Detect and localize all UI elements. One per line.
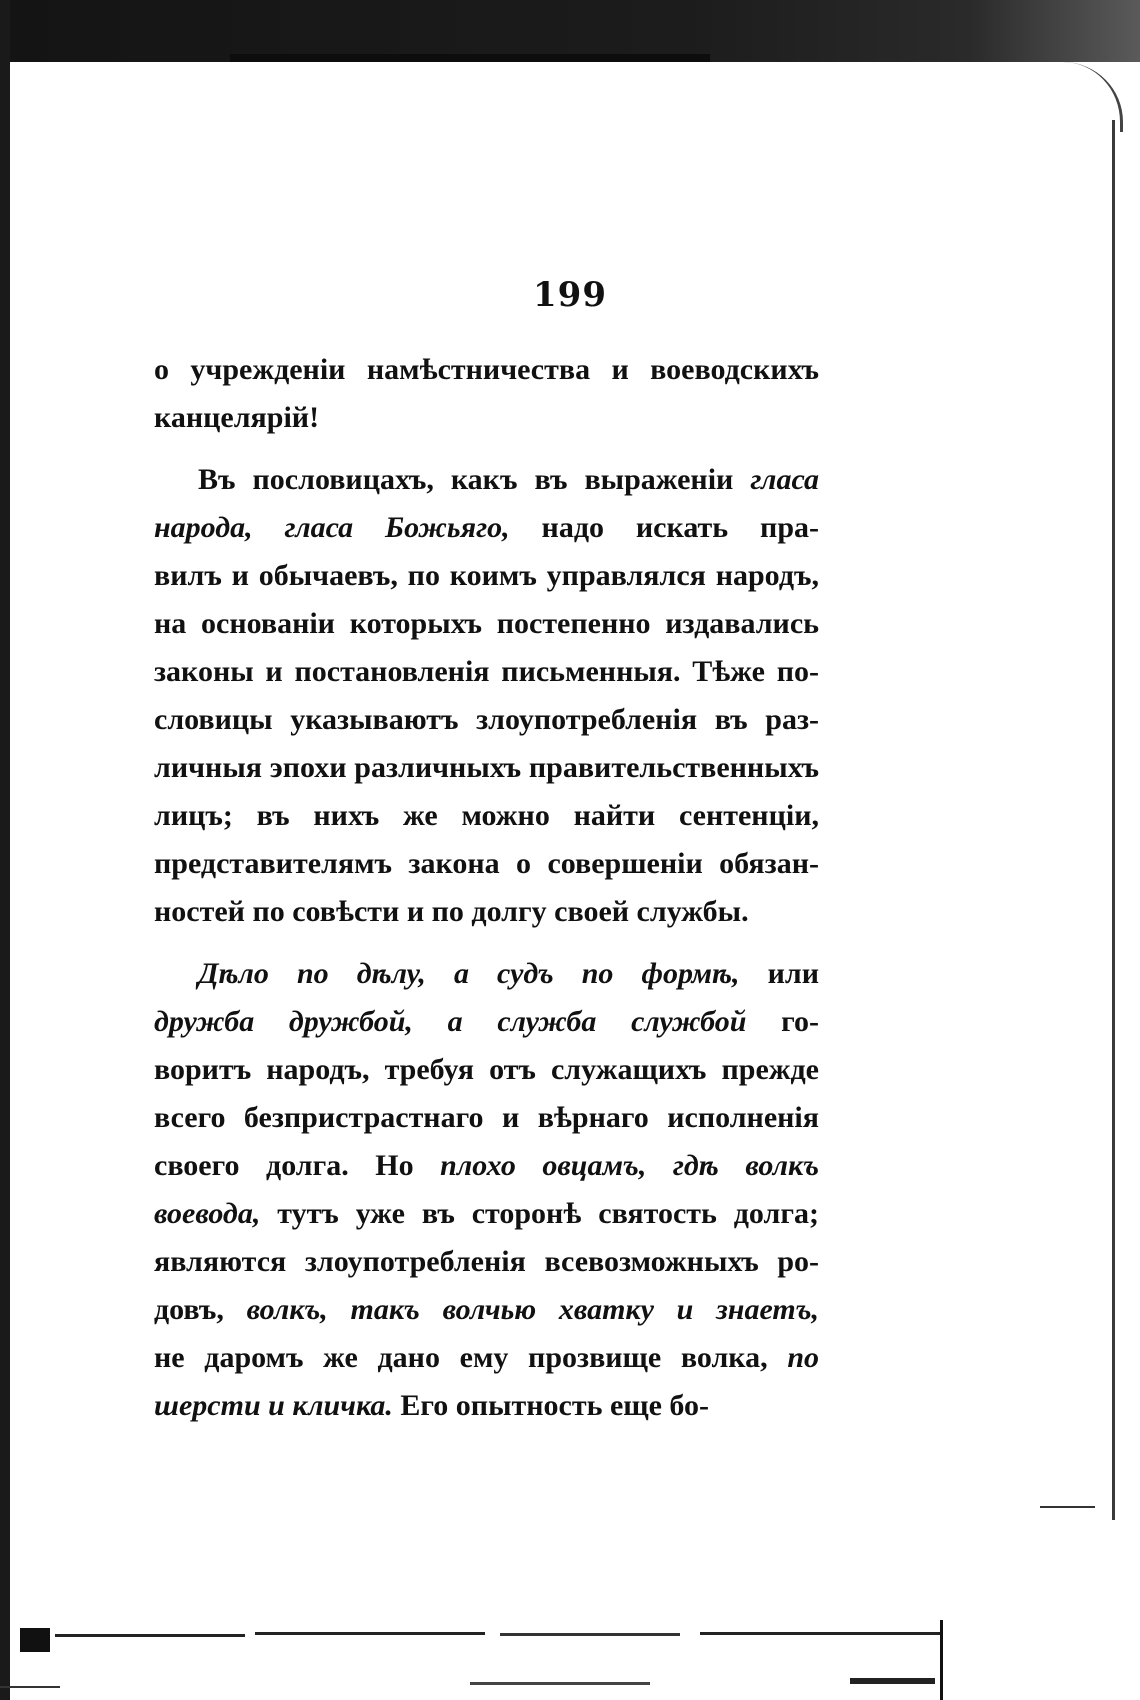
italic-phrase: по [787,1341,819,1374]
text-run: законы и постановленія письменныя. Тѣже по- [154,655,819,688]
scan-bottom-artifacts [0,1620,1140,1700]
text-run: тутъ уже въ сторонѣ святость долга; [260,1197,819,1230]
text-run: Его опытность еще бо- [392,1389,710,1422]
scan-noise-mark [940,1620,943,1700]
text-line [154,552,819,600]
text-run: личныя эпохи различныхъ правительственныхъ [154,751,819,784]
italic-phrase: плохо овцамъ, гдѣ волкъ [440,1149,820,1182]
text-line [154,1094,819,1142]
italic-phrase: гласа [750,463,819,496]
text-run: о учрежденіи намѣстничества и воеводскихъ [154,353,819,386]
scan-noise-mark [470,1682,650,1685]
text-line [154,792,819,840]
text-line [154,1382,819,1430]
text-line [154,648,819,696]
text-line [154,346,819,394]
page-number: 199 [533,275,607,315]
scan-noise-mark [0,1686,60,1688]
page-right-edge [1112,120,1115,1520]
text-line [154,696,819,744]
text-run: словицы указываютъ злоупотребленія въ раз- [154,703,819,736]
text-line [154,504,819,552]
scan-noise-mark [500,1633,680,1636]
text-line [154,950,819,998]
text-line [154,1334,819,1382]
text-run: ностей по совѣсти и по долгу своей службы. [154,895,749,928]
text-run: канцелярій! [154,401,320,434]
scan-noise-mark [850,1678,935,1684]
text-line [154,998,819,1046]
text-run: го- [746,1005,819,1038]
italic-phrase: народа, гласа Божьяго, [154,511,510,544]
scan-top-shadow [0,0,1140,62]
text-line [154,888,819,936]
text-line [154,394,819,442]
scan-noise-mark [55,1634,245,1637]
italic-phrase: волкъ, такъ волчью хватку и знаетъ, [246,1293,820,1326]
text-run: лицъ; въ нихъ же можно найти сентенціи, [154,799,819,832]
text-line [154,1238,819,1286]
scan-noise-mark [20,1628,50,1652]
text-run: своего долга. Но [154,1149,441,1182]
text-run: являются злоупотребленія всевозможныхъ ро- [154,1245,819,1278]
text-run: Въ пословицахъ, какъ въ выраженіи [198,463,751,496]
scan-noise-mark [255,1632,485,1635]
text-line [154,744,819,792]
text-run: вилъ и обычаевъ, по коимъ управлялся народъ, [154,559,819,592]
text-run: не даромъ же дано ему прозвище волка, [154,1341,788,1374]
text-run: всего безпристрастнаго и вѣрнаго исполненія [154,1101,819,1134]
text-line [154,1046,819,1094]
text-line [154,1286,819,1334]
body-text [154,346,819,1430]
text-run: довъ, [154,1293,247,1326]
text-run: надо искать пра- [509,511,819,544]
scan-noise-mark [700,1632,940,1635]
text-run: на основаніи которыхъ постепенно издавались [154,607,819,640]
text-line [154,1142,819,1190]
text-line [154,600,819,648]
italic-phrase: воевода, [154,1197,261,1230]
scan-left-edge [0,0,10,1700]
italic-phrase: дружба дружбой, а служба службой [154,1005,747,1038]
scan-top-edge [230,54,710,62]
italic-phrase: Дѣло по дѣлу, а судъ по формѣ, [198,957,740,990]
text-line [154,456,819,504]
text-run: или [739,957,819,990]
page-edge-mark [1040,1506,1095,1508]
text-line [154,1190,819,1238]
italic-phrase: шерсти и кличка. [154,1389,393,1422]
text-line [154,840,819,888]
text-run: представителямъ закона о совершеніи обязан- [154,847,819,880]
text-run: воритъ народъ, требуя отъ служащихъ прежде [154,1053,819,1086]
